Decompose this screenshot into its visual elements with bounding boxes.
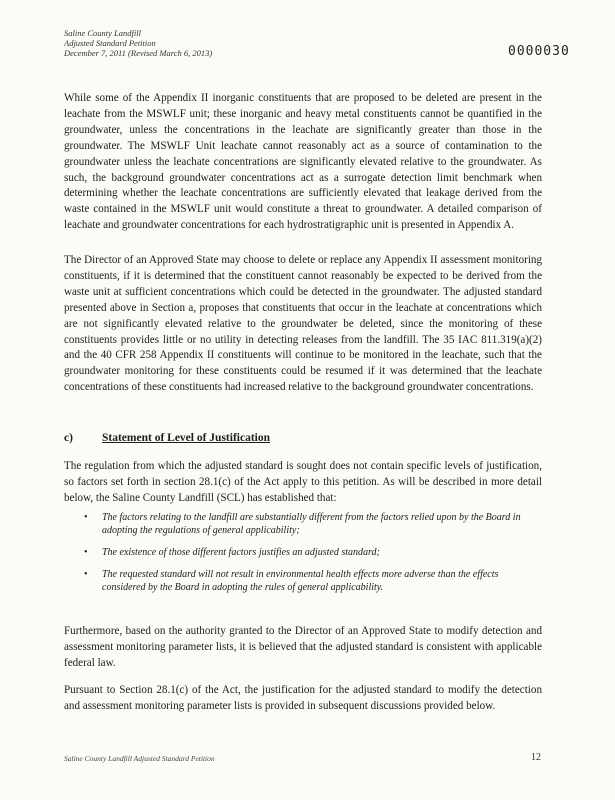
bullet-dot-icon: • [84,547,88,558]
justification-bullet-list [84,511,540,594]
section-heading [64,432,270,444]
page-number: 12 [531,752,541,763]
bullet-text: The existence of those different factors justifies an adjusted standard; [102,547,380,558]
paragraph-appendix-ii-inorganics: While some of the Appendix II inorganic constituents that are proposed to be deleted are present in the leachate from the MSWLF unit; these inorganic and heavy metal constituents cannot be quantified in the groundwater, unless the concentrations in the leachate are significantly greater than those in the groundwater. The MSWLF Unit leachate cannot reasonably act as a source of contamination to the groundwater unless the leachate concentrations are significantly elevated relative to the groundwater. As such, the background groundwater concentrations act as a surrogate detection limit benchmark when determining whether the leachate concentrations are sufficiently elevated that leakage derived from the waste contained in the MSWLF unit would constitute a threat to groundwater. A detailed comparison of leachate and groundwater concentrations for each hydrostratigraphic unit is presented in Appendix A. [64,92,542,232]
section-title: Statement of Level of Justification [102,432,270,444]
section-letter: c) [64,432,73,444]
document-number-stamp: 0000030 [508,44,570,59]
paragraph-director-approved-state: The Director of an Approved State may choose to delete or replace any Appendix II assessment monitoring constituents, if it is determined that the constituent cannot reasonably be expected to be derived from the waste unit at sufficient concentrations which could be detected in the groundwater. The adjusted standard presented above in Section a, proposes that constituents that occur in the leachate at concentrations which are not significantly elevated relative to the groundwater be deleted, since the monitoring of these constituents provides little or no utility in detecting releases from the landfill. The 35 IAC 811.319(a)(2) and the 40 CFR 258 Appendix II constituents will continue to be monitored in the leachate, such that the groundwater monitoring for these constituents could be resumed if it was determined that the leachate concentrations of these constituents had increased relative to the background groundwater concentrations. [64,254,542,394]
list-item [84,511,540,537]
running-footer: Saline County Landfill Adjusted Standard Petition [64,754,215,763]
paragraph-federal-law: Furthermore, based on the authority granted to the Director of an Approved State to modify detection and assessment monitoring parameter lists, it is believed that the adjusted standard is consistent with applicable federal law. [64,625,542,669]
paragraph-justification-intro: The regulation from which the adjusted standard is sought does not contain specific levels of justification, so factors set forth in section 28.1(c) of the Act apply to this petition. As will be described in more detail below, the Saline County Landfill (SCL) has established that: [64,460,542,504]
header-doc-title: Adjusted Standard Petition [64,38,156,48]
list-item [84,568,540,594]
header-site-name: Saline County Landfill [64,28,141,38]
header-date: December 7, 2011 (Revised March 6, 2013) [64,48,213,58]
bullet-dot-icon: • [84,512,88,523]
paragraph-pursuant-section: Pursuant to Section 28.1(c) of the Act, the justification for the adjusted standard to modify the detection and assessment monitoring parameter lists is provided in subsequent discussions provided below. [64,684,542,712]
list-item [84,546,540,559]
bullet-text: The requested standard will not result in environmental health effects more adverse than the effects considered by the Board in adopting the rules of general applicability. [102,569,499,593]
bullet-text: The factors relating to the landfill are substantially different from the factors relied upon by the Board in adopting the regulations of general applicability; [102,512,521,536]
running-header [64,28,212,58]
bullet-dot-icon: • [84,569,88,580]
